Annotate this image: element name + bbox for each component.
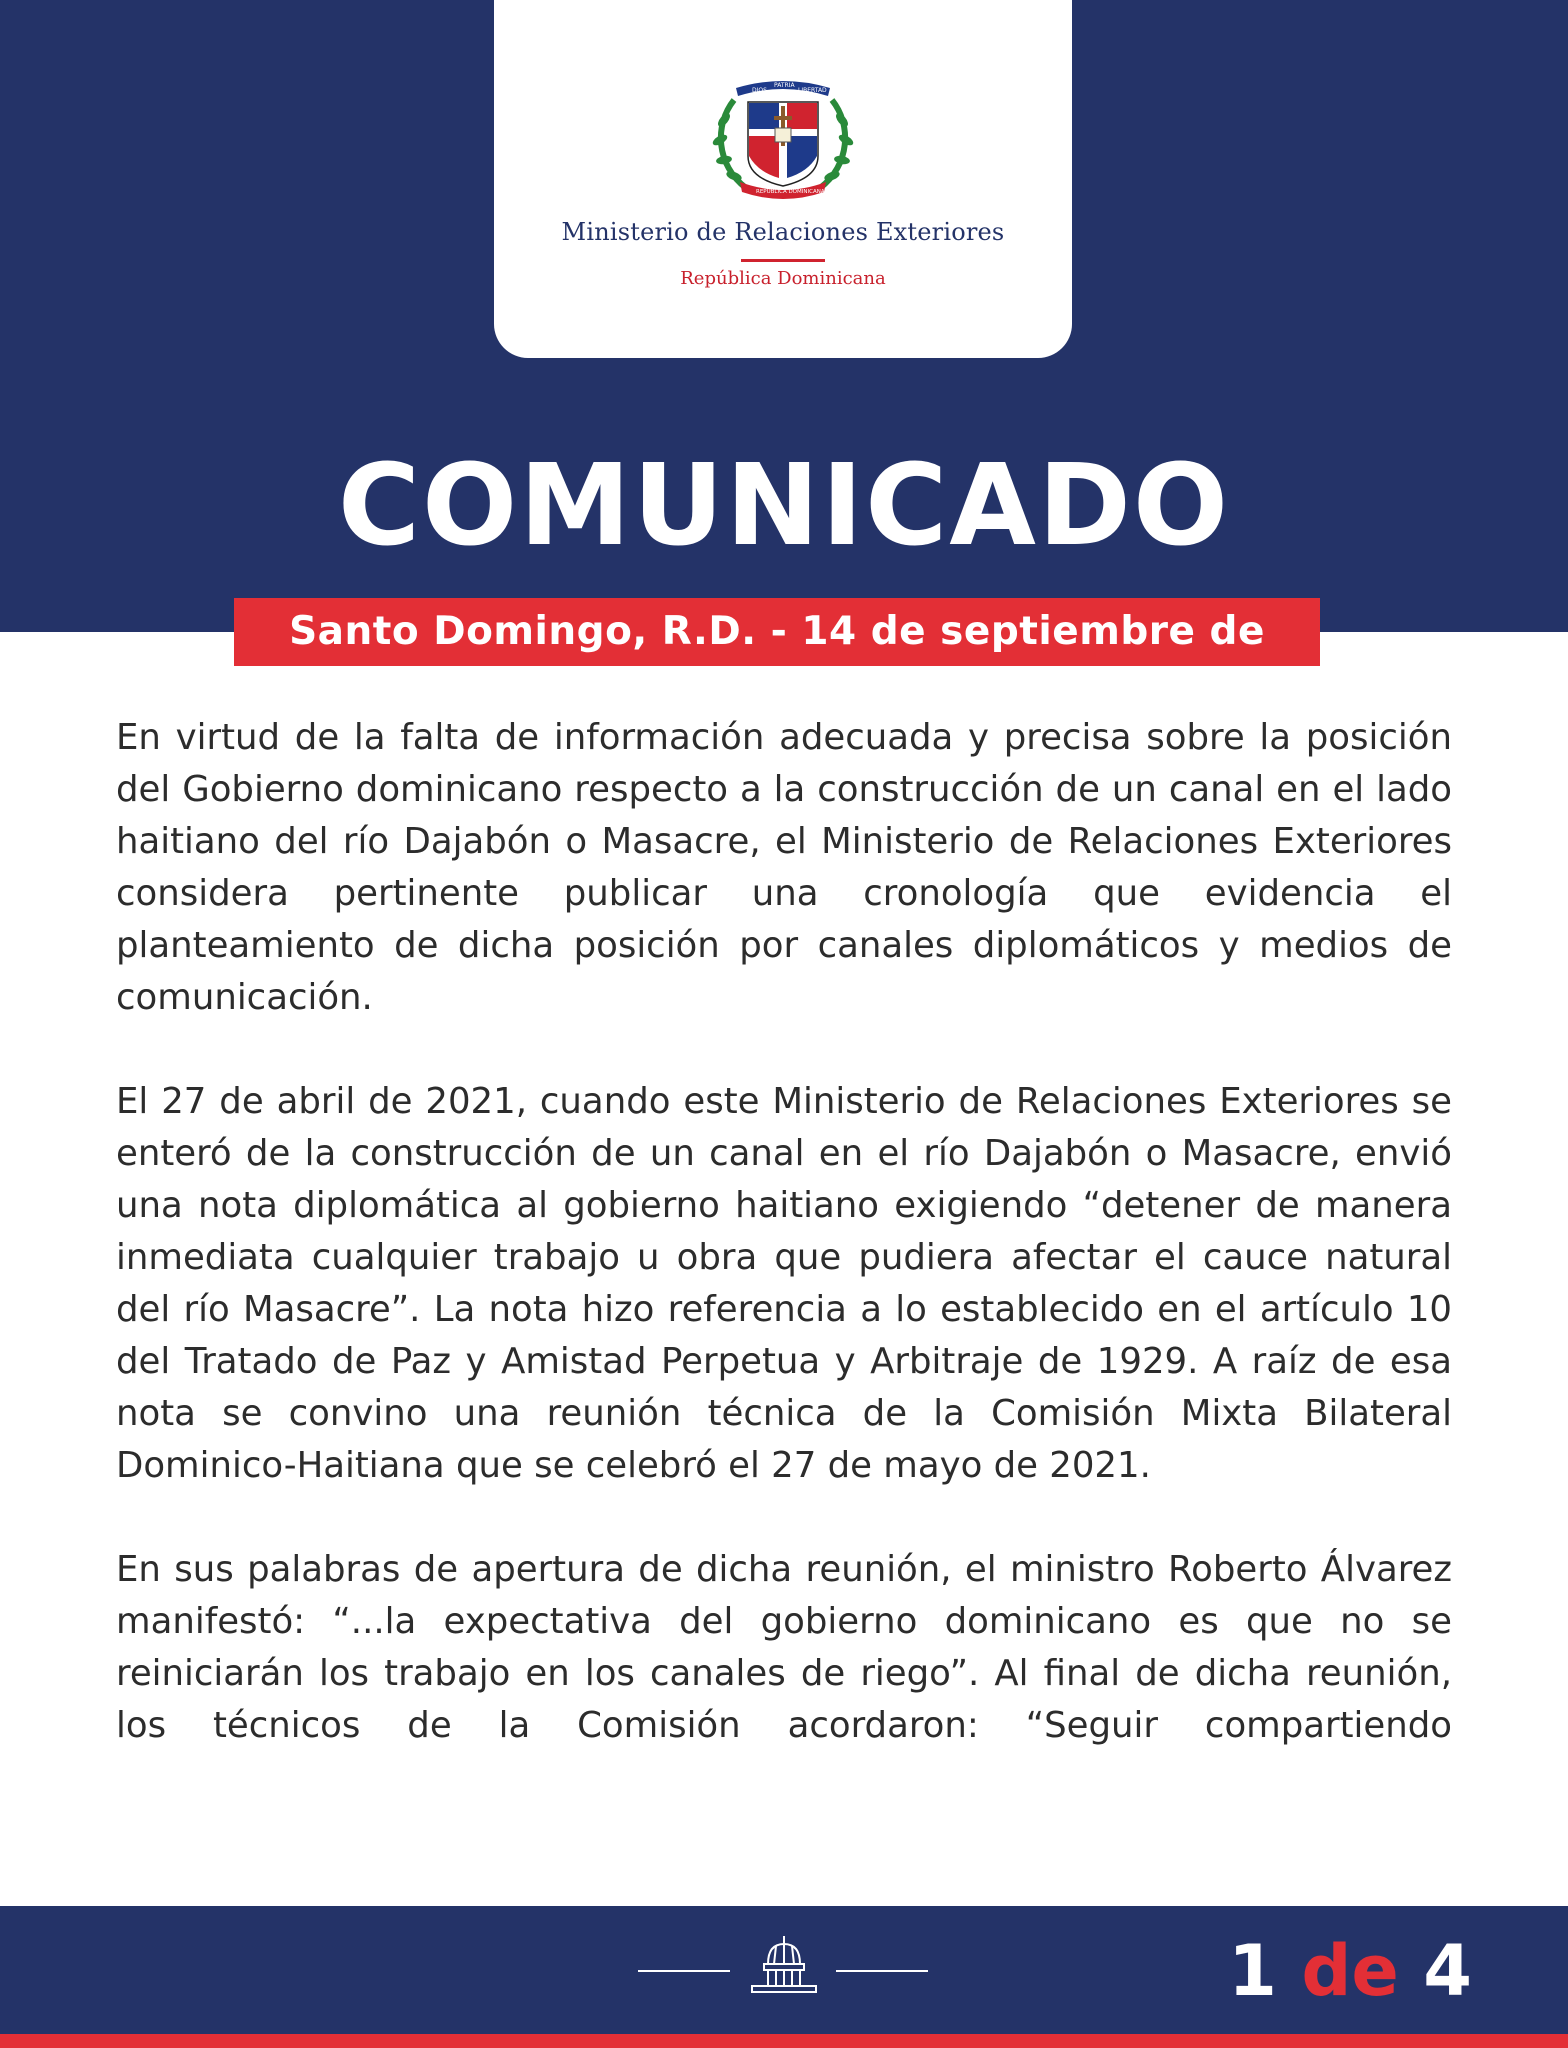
paragraph: En virtud de la falta de información adecuada y precisa sobre la posición del Gobierno dominicano respecto a la construcción de un canal en el lado haitiano del río Dajabón o Masacre, el Ministerio de Relaciones Exteriores considera pertinente publicar una cronología que evidencia el planteamiento de dicha posición por canales diplomáticos y medios de comunicación. [116, 717, 1452, 1018]
ministry-name: Ministerio de Relaciones Exteriores [561, 218, 1005, 246]
page-current: 1 [1228, 1930, 1277, 2012]
svg-text:LIBERTAD: LIBERTAD [798, 87, 827, 94]
footer-divider-left [638, 1970, 730, 1972]
footer-band [0, 1906, 1568, 2034]
svg-text:PATRIA: PATRIA [774, 82, 795, 89]
page-total: 4 [1423, 1930, 1472, 2012]
footer-divider-right [836, 1970, 928, 1972]
svg-text:REPÚBLICA DOMINICANA: REPÚBLICA DOMINICANA [756, 189, 825, 195]
national-palace-dome-icon [746, 1934, 822, 1998]
paragraph: En sus palabras de apertura de dicha reunión, el ministro Roberto Álvarez manifestó: “...la expectativa del gobierno dominicano es que no se reiniciarán los trabajo en los canales de riego”. Al final de dicha reunión, los técnicos de la Comisión acordaron: “Seguir compartiendo [116, 1549, 1452, 1746]
paragraph: El 27 de abril de 2021, cuando este Ministerio de Relaciones Exteriores se enteró de la construcción de un canal en el río Dajabón o Masacre, envió una nota diplomática al gobierno haitiano exigiendo “detener de manera inmediata cualquier trabajo u obra que pudiera afectar el cauce natural del río Masacre”. La nota hizo referencia a lo establecido en el artículo 10 del Tratado de Paz y Amistad Perpetua y Arbitraje de 1929. A raíz de esa nota se convino una reunión técnica de la Comisión Mixta Bilateral Dominico-Haitiana que se celebró el 27 de mayo de 2021. [116, 1081, 1452, 1486]
date-badge: Santo Domingo, R.D. - 14 de septiembre de 2023 [234, 598, 1320, 666]
page-indicator [1228, 1926, 1472, 2016]
logo-divider [741, 259, 825, 262]
footer-accent-line [0, 2034, 1568, 2048]
svg-text:DIOS: DIOS [752, 87, 767, 94]
header-band [0, 0, 1568, 632]
page-title: COMUNICADO [337, 441, 1231, 571]
coat-of-arms-icon [706, 70, 860, 202]
logo-card [494, 0, 1072, 358]
communique-body [116, 712, 1452, 1752]
page-separator: de [1301, 1930, 1399, 2012]
country-name: República Dominicana [680, 268, 886, 289]
